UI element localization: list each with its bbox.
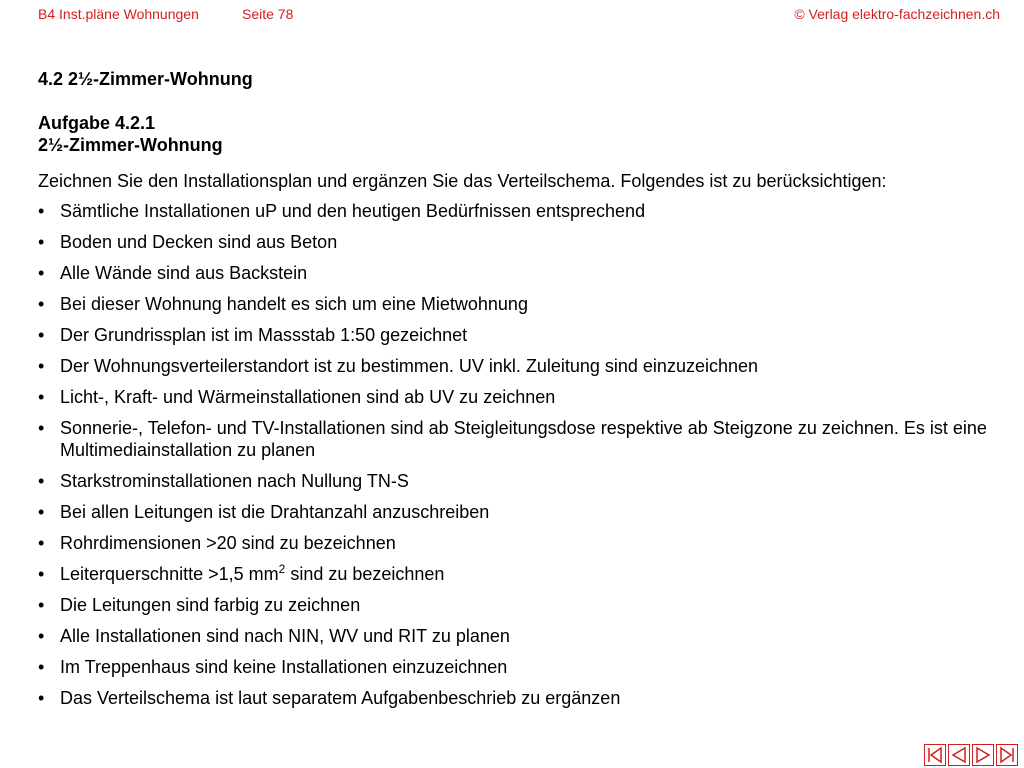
list-item-text: Der Wohnungsverteilerstandort ist zu bestimmen. UV inkl. Zuleitung sind einzuzeichnen (60, 356, 759, 376)
bullet-icon: • (38, 533, 45, 553)
bullet-icon: • (38, 418, 45, 438)
bullet-icon: • (38, 325, 45, 345)
list-item (38, 625, 998, 647)
list-item-text: Rohrdimensionen >20 sind zu bezeichnen (60, 533, 396, 553)
list-item-text: Bei dieser Wohnung handelt es sich um eine Mietwohnung (60, 294, 528, 314)
list-item (38, 656, 998, 678)
bullet-icon: • (38, 626, 45, 646)
list-item (38, 293, 998, 315)
list-item-text: Boden und Decken sind aus Beton (60, 232, 338, 252)
section-title: 4.2 2½-Zimmer-Wohnung (38, 69, 253, 89)
next-icon (974, 746, 992, 764)
list-item (38, 324, 998, 346)
bullet-icon: • (38, 232, 45, 252)
bullet-icon: • (38, 502, 45, 522)
list-item-text: Das Verteilschema ist laut separatem Aufgabenbeschrieb zu ergänzen (60, 688, 621, 708)
list-item-text: Im Treppenhaus sind keine Installationen einzuzeichnen (60, 657, 508, 677)
task-subtitle: 2½-Zimmer-Wohnung (38, 135, 223, 155)
list-item-text: Bei allen Leitungen ist die Drahtanzahl anzuschreiben (60, 502, 490, 522)
bullet-icon: • (38, 471, 45, 491)
list-item (38, 386, 998, 408)
next-page-button[interactable] (972, 744, 994, 766)
navigation-buttons (922, 744, 1018, 766)
list-item-text: Starkstrominstallationen nach Nullung TN-S (60, 471, 409, 491)
list-item (38, 355, 998, 377)
bullet-icon: • (38, 688, 45, 708)
list-item-text-tail: sind zu bezeichnen (285, 564, 445, 584)
list-item-text: Leiterquerschnitte >1,5 mm (60, 564, 279, 584)
header-chapter: B4 Inst.pläne Wohnungen (38, 6, 199, 22)
list-item-text: Alle Installationen sind nach NIN, WV und RIT zu planen (60, 626, 510, 646)
list-item-text: Die Leitungen sind farbig zu zeichnen (60, 595, 361, 615)
list-item-text: Sämtliche Installationen uP und den heutigen Bedürfnissen entsprechend (60, 201, 646, 221)
list-item (38, 417, 998, 461)
last-page-button[interactable] (996, 744, 1018, 766)
task-intro: Zeichnen Sie den Installationsplan und ergänzen Sie das Verteilschema. Folgendes ist zu berücksichtigen: (38, 171, 887, 191)
bullet-icon: • (38, 201, 45, 221)
list-item-text: Licht-, Kraft- und Wärmeinstallationen sind ab UV zu zeichnen (60, 387, 556, 407)
header-page-number: Seite 78 (242, 6, 294, 22)
previous-icon (950, 746, 968, 764)
list-item (38, 563, 998, 585)
list-item (38, 262, 998, 284)
task-title: Aufgabe 4.2.1 (38, 113, 156, 133)
requirements-list (38, 200, 998, 709)
list-item (38, 594, 998, 616)
list-item (38, 532, 998, 554)
skip-to-first-icon (926, 746, 944, 764)
page-header (0, 6, 1024, 24)
list-item (38, 231, 998, 253)
skip-to-last-icon (998, 746, 1016, 764)
list-item-text: Alle Wände sind aus Backstein (60, 263, 308, 283)
bullet-icon: • (38, 595, 45, 615)
list-item-text: Sonnerie-, Telefon- und TV-Installationen sind ab Steigleitungsdose respektive ab Steigzone zu zeichnen. Es ist eine Multimediainstallation zu planen (60, 418, 987, 460)
header-copyright: © Verlag elektro-fachzeichnen.ch (794, 6, 1000, 22)
list-item-text: Der Grundrissplan ist im Massstab 1:50 gezeichnet (60, 325, 468, 345)
document-body (38, 68, 998, 718)
list-item (38, 501, 998, 523)
first-page-button[interactable] (924, 744, 946, 766)
list-item (38, 200, 998, 222)
bullet-icon: • (38, 564, 45, 584)
list-item (38, 687, 998, 709)
superscript-square: 2 (278, 562, 286, 576)
bullet-icon: • (38, 657, 45, 677)
bullet-icon: • (38, 294, 45, 314)
previous-page-button[interactable] (948, 744, 970, 766)
list-item (38, 470, 998, 492)
bullet-icon: • (38, 263, 45, 283)
bullet-icon: • (38, 387, 45, 407)
bullet-icon: • (38, 356, 45, 376)
